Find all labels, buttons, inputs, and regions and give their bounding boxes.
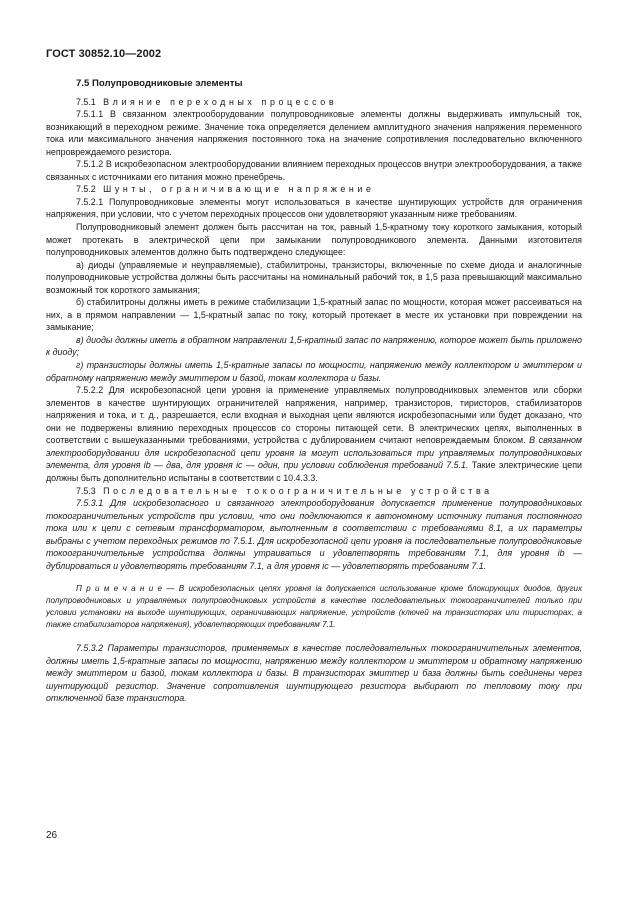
paragraph-italic-text: В связанном электрооборудовании для искробезопасной цепи уровня ia могут использоваться три управляемых полупроводниковых элемента, для уровня ib — два, для уровня ic — один, при условии соблюдения требований 7.5.1.	[46, 435, 583, 471]
document-header: ГОСТ 30852.10—2002	[46, 48, 162, 60]
paragraph: Полупроводниковый элемент должен быть рассчитан на ток, равный 1,5-кратному току короткого замыкания, который может протекать в электрической цепи при замыкании полупроводникового элемента. Данными изготовителя полупроводниковых элементов должно быть подтверждено следующее:	[46, 222, 582, 258]
paragraph: 7.5.1.1 В связанном электрооборудовании полупроводниковые элементы должны выдерживать импульсный ток, возникающий в переходном режиме. Значение тока определяется делением амплитудного значения напряжения переменного тока или максимального значения напряжения постоянного тока на значение сопротивления последовательно включенного непровреждаемого резистора.	[46, 109, 582, 157]
section-title: 7.5 Полупроводниковые элементы	[76, 78, 243, 89]
subsection-heading	[46, 485, 582, 498]
subsection-heading	[46, 183, 582, 196]
list-item: г) транзисторы должны иметь 1,5-кратные запасы по мощности, напряжению между коллектором и эмиттером и обратному напряжению между эмиттером и базой, токам коллектора и базы.	[46, 360, 582, 383]
list-item: в) диоды должны иметь в обратном направлении 1,5-кратный запас по напряжению, которое может быть приложено к диоду;	[46, 334, 582, 358]
note: П р и м е ч а н и е — В искробезопасных цепях уровня ia допускается использование кроме блокирующих диодов, других полупроводниковых и управляемых полупроводниковых устройств в качестве последовательных токоограничителей только при условии установки на выходе шунтирующих, ограничивающих напряжение, устройств (ключей на транзисторах или тиристорах, а также стабилизаторов напряжения), удовлетворяющих требованиям 7.1.	[46, 584, 582, 630]
paragraph	[46, 384, 582, 484]
subsection-title: Шунты, ограничивающие напряжение	[103, 184, 375, 195]
page-body	[46, 78, 582, 705]
paragraph: 7.5.1.2 В искробезопасном электрооборудовании влиянием переходных процессов внутри электрооборудования, а также связанных с источниками его питания можно пренебречь.	[46, 159, 582, 182]
page-number: 26	[46, 830, 58, 841]
subsection-number: 7.5.3	[76, 485, 96, 496]
paragraph: 7.5.2.1 Полупроводниковые элементы могут использоваться в качестве шунтирующих устройств для ограничения напряжения, при условии, что с учетом переходных процессов они удовлетворяют указанным ниже требованиям.	[46, 196, 582, 220]
subsection-number: 7.5.2	[76, 184, 96, 195]
paragraph-text: Такие электрические цепи должны быть дополнительно испытаны в соответствии с 10.4.3.3.	[46, 460, 582, 483]
paragraph: 7.5.3.1 Для искробезопасного и связанного электрооборудования допускается применение полупроводниковых токоограничительных устройств при условии, что они подключаются к автономному источнику питания постоянного тока или к цепи с сетевым трансформатором, выполненным в соответствии с требованиями 8.1, а их параметры выбраны с учетом переходных режимов по 7.5.1. Для искробезопасной цепи уровня ia последовательные полупроводниковые токоограничительные устройства должны утраиваться и удовлетворять требованиям 7.1, для уровня ib — дублироваться и удовлетворять требованиям 7.1, а для уровня ic — удовлетворять требованиям 7.1.	[46, 498, 582, 571]
subsection-title: Влияние переходных процессов	[103, 96, 338, 107]
paragraph: 7.5.3.2 Параметры транзисторов, применяемых в качестве последовательных токоограничительных элементов, должны иметь 1,5-кратные запасы по мощности, напряжению между коллектором и эмиттером и обратному напряжению между эмиттером и базой, токам коллектора и базы. В транзисторах эмиттер и база должны быть соединены через шунтирующий резистор. Значение сопротивления шунтирующего резистора выбирают по тепловому току при отключенной базе транзистора.	[46, 642, 582, 704]
subsection-title: Последовательные токоограничительные устройства	[103, 485, 493, 496]
paragraph-text: 7.5.2.2 Для искробезопасной цепи уровня ia применение управляемых полупроводниковых элементов или сборки элементов в качестве шунтирующих ограничителей напряжения, например, транзисторов, тиристоров, стабилизаторов напряжения и тока, и т. д., разрешается, если входная и выходная цепи являются искробезопасными или будет доказано, что они не подвержены влиянию переходных процессов со стороны питающей сети. В электрических цепях, выполненных в соответствии с вышеуказанными требованиями, устройства с дублированием считают неповреждаемым блоком.	[46, 385, 582, 446]
subsection-heading	[46, 96, 582, 109]
list-item: б) стабилитроны должны иметь в режиме стабилизации 1,5-кратный запас по мощности, которая может рассеиваться на них, а в прямом направлении — 1,5-кратный запас по току, который протекает в месте их установки при повреждении на замыкание;	[46, 297, 582, 333]
subsection-number: 7.5.1	[76, 96, 96, 107]
list-item: а) диоды (управляемые и неуправляемые), стабилитроны, транзисторы, включенные по схеме диода и аналогичные полупроводниковые устройства должны быть рассчитаны на номинальный рабочий ток, в 1,5 раза превышающий максимально возможный ток короткого замыкания;	[46, 259, 582, 295]
